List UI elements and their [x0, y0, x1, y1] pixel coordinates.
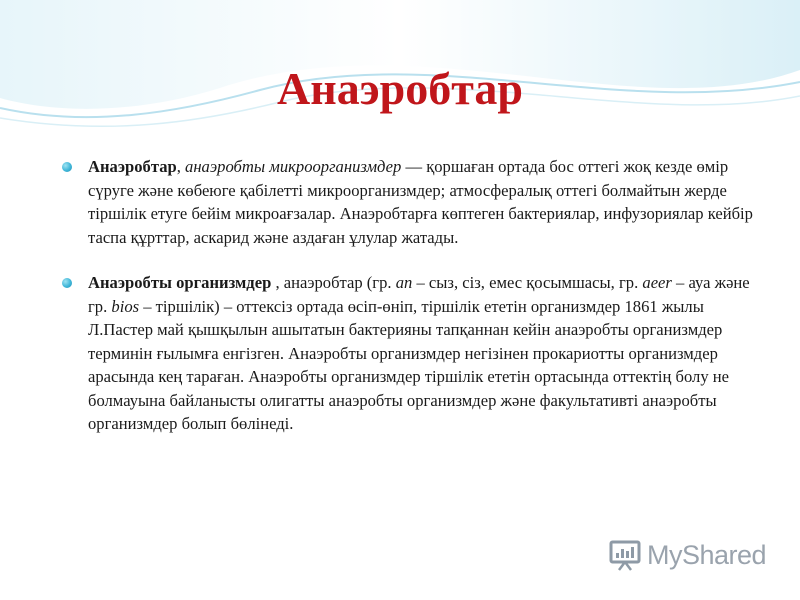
slide-content: [62, 155, 762, 436]
paragraph-2-text-1: , анаэробтар (гр.: [271, 273, 396, 292]
term-anaerobty-organizmder: Анаэробты организмдер: [88, 273, 272, 292]
myshared-logo[interactable]: [608, 537, 766, 573]
paragraph-2-text-3: – ауа және гр.: [88, 273, 750, 316]
paragraph-2-text-4: – тіршілік) – оттексіз ортада өсіп-өніп, тіршілік ететін организмдер 1861 жылы Л.Пастер май қышқылын ашытатын бактерияны тапқаннан кейін анаэробты организмдер терминін ғылымға енгізген. Анаэробты организмдер негізінен прокариотты организмдер арасында кең тараған. Анаэробты организмдер тіршілік ететін ортасында оттектің болу не болмауына байланысты олигатты анаэробты организмдер және факультативті анаэробты организмдер болып бөлінеді.: [88, 296, 730, 433]
bullet-paragraph-2: [62, 271, 762, 436]
paragraph-2-italic-bios: bios: [111, 296, 140, 316]
bullet-dot-icon: [62, 278, 72, 288]
presentation-board-icon: [608, 538, 642, 572]
paragraph-2-text-2: – сыз, сіз, емес қосымшасы, гр.: [412, 273, 643, 292]
logo-text: MyShared: [647, 539, 767, 570]
paragraph-2-italic-aeer: aeer: [642, 273, 672, 292]
term-anaerobtar: Анаэробтар: [88, 157, 177, 176]
paragraph-1-text: — қоршаған ортада бос оттегі жоқ кезде өмір сүруге және көбеюге қабілетті микроорганизмдер; атмосфералық оттегі болмайтын жерде тіршілік етуге бейім микроағзалар. Анаэробтарға көптеген бактериялар, инфузориялар кейбір таспа құрттар, аскарид және аздаған ұлулар жатады.: [88, 157, 753, 247]
bullet-dot-icon: [62, 162, 72, 172]
term-anaerobty-mikroorganizmder: анаэробты микроорганизмдер: [185, 157, 402, 176]
paragraph-2-italic-an: an: [395, 273, 413, 292]
paragraph-1-separator: ,: [176, 157, 186, 176]
bullet-paragraph-1: [62, 155, 762, 249]
slide-title: Анаэробтар: [277, 63, 523, 114]
